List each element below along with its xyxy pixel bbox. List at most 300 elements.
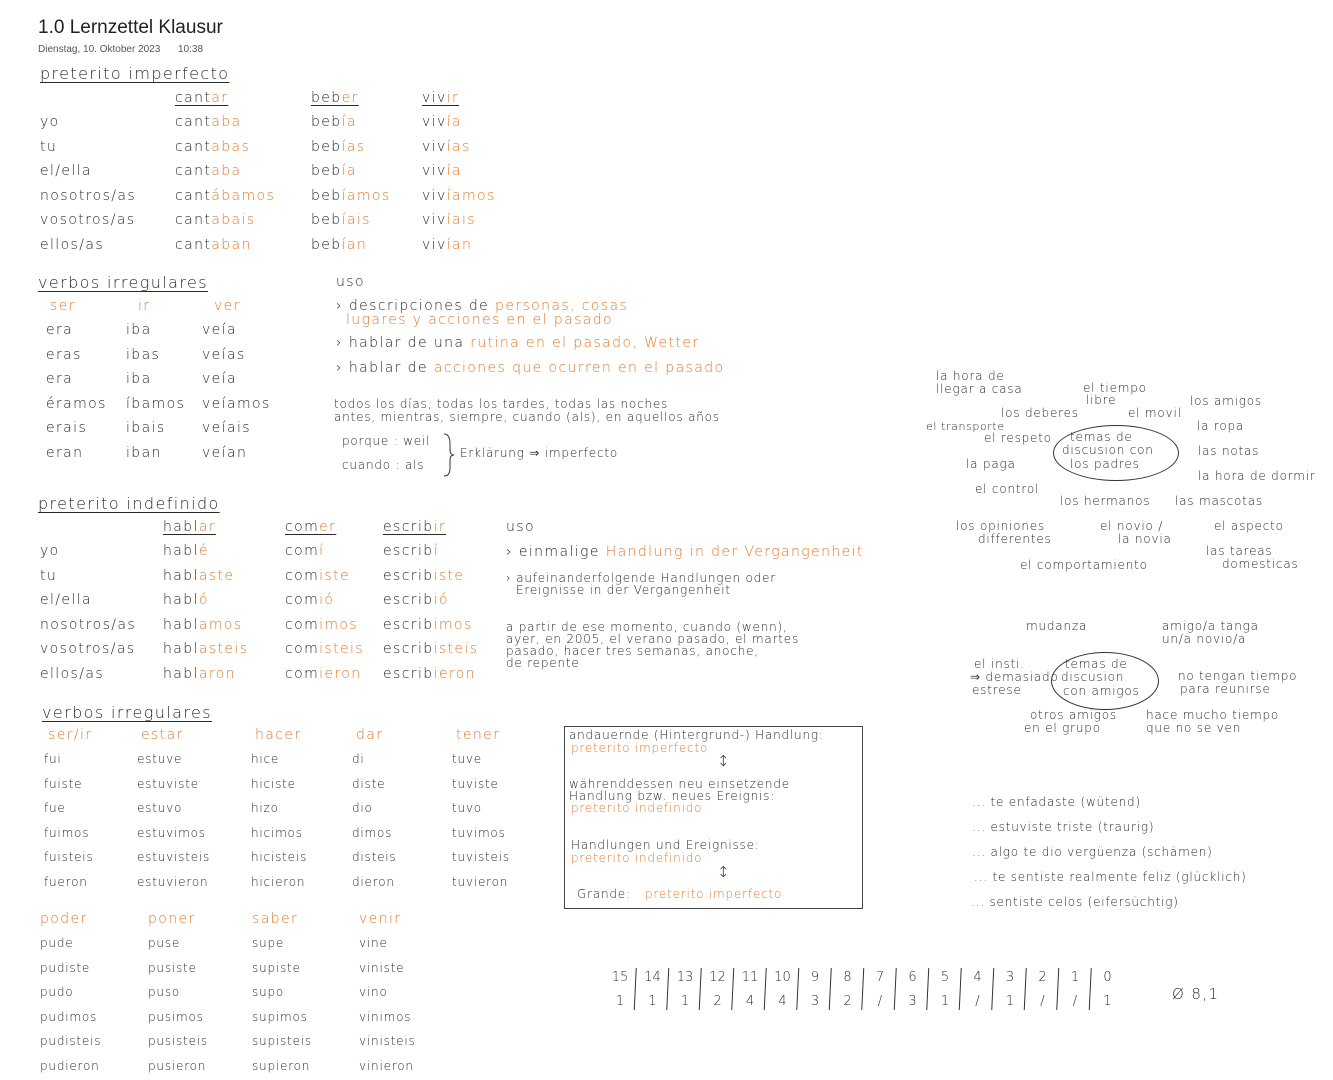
box-l1: andauernde (Hintergrund-) Handlung: [569, 728, 824, 742]
ind-form-ending: imos [433, 616, 473, 633]
ind-form-ending: ieron [433, 665, 476, 682]
ind-form-ending: ieron [319, 665, 362, 682]
imp-col-header-stem: viv [422, 90, 447, 106]
mindmap1-item: los deberes [1001, 406, 1079, 420]
ind-form-stem: com [285, 641, 320, 657]
mindmap1-item: el respeto [984, 431, 1052, 445]
imp-form [175, 163, 242, 179]
ind-irreg2-form: vino [359, 985, 388, 999]
ind-col-header-ending: er [319, 519, 337, 535]
grade-label: 9 [810, 970, 820, 985]
grade-count: / [975, 994, 980, 1009]
ind-uso-heading: uso [506, 519, 535, 535]
imp-irreg-form: eras [46, 346, 82, 363]
ind-irreg-form: hiciste [251, 776, 296, 791]
ind-irreg-form: hicieron [251, 874, 306, 889]
grade-divider [1089, 968, 1091, 1010]
ind-form-stem: escrib [383, 567, 434, 584]
imp-irreg-form: ibais [126, 420, 166, 436]
ind-form-stem: escrib [383, 543, 434, 559]
grade-average: Ø 8,1 [1172, 985, 1220, 1003]
mindmap1-item: el novio / [1100, 519, 1164, 533]
ind-irreg2-form: vine [359, 936, 388, 950]
ind-irreg2-col: poder [40, 911, 88, 927]
imp-irreg-form: iba [126, 322, 152, 338]
ind-person: vosotros/as [40, 641, 136, 657]
ind-uso-signal3: pasado, hacer tres semanas, anoche, [506, 644, 759, 658]
ind-col-header-stem: com [285, 519, 320, 535]
ind-form-ending: ió [433, 592, 449, 608]
imp-uso-b3b: acciones que ocurren en el pasado [433, 360, 725, 376]
ind-form-ending: isteis [319, 641, 364, 657]
imp-form-ending: aban [211, 236, 252, 253]
grade-count: / [877, 994, 883, 1009]
ind-form [163, 568, 234, 584]
ind-col-header [285, 519, 336, 535]
feeling-de: (eifersüchtig) [1083, 895, 1179, 909]
imp-form [422, 212, 476, 228]
imp-form-ending: aba [211, 163, 242, 179]
imp-form-ending: ía [341, 163, 357, 179]
ind-form [163, 543, 209, 559]
ind-form [163, 641, 248, 657]
box-l2: preterito imperfecto [571, 741, 709, 755]
grade-divider [667, 968, 669, 1010]
imp-person: vosotros/as [40, 212, 136, 228]
mindmap1-item: libre [1086, 393, 1117, 407]
imp-form [311, 114, 357, 130]
mindmap1-item: llegar a casa [936, 382, 1023, 396]
imp-uso-cuando: cuando : als [342, 458, 425, 472]
mindmap1-item: el control [975, 482, 1040, 496]
ind-irreg-form: dimos [352, 825, 393, 840]
ind-irreg-form: fue [44, 801, 66, 815]
ind-form-stem: com [285, 567, 320, 584]
ind-form-ending: aron [198, 665, 236, 682]
imp-form-ending: ías [341, 138, 366, 155]
ind-form-ending: amos [198, 616, 243, 633]
ind-form-stem: escrib [383, 592, 434, 608]
imp-form-stem: viv [422, 236, 447, 253]
mindmap1-item: los hermanos [1060, 494, 1151, 508]
imp-form-ending: ía [446, 114, 462, 130]
mindmap1-center: temas de [1070, 430, 1133, 444]
ind-form-ending: aste [198, 567, 235, 584]
ind-form-stem: habl [163, 665, 199, 682]
ind-form-ending: ió [319, 592, 335, 608]
imp-form-stem: beb [311, 187, 342, 204]
mindmap2-item: mudanza [1026, 619, 1088, 633]
ind-irreg2-form: pusiste [148, 960, 197, 975]
ind-form [285, 641, 364, 657]
ind-irreg2-form: supo [252, 985, 285, 999]
box-l7: preterito indefinido [571, 851, 703, 865]
mindmap2-item: que no se ven [1146, 721, 1242, 735]
mindmap2-item: para reunirse [1180, 682, 1271, 696]
imp-form-ending: ía [341, 114, 357, 130]
mindmap2-item: un/a novio/a [1162, 632, 1247, 646]
ind-irreg-form: estuve [137, 752, 183, 766]
grade-count: 3 [810, 994, 820, 1009]
imp-uso-signal2: antes, mientras, siempre, cuando (als), en aquellos años [334, 410, 720, 424]
imp-form-stem: viv [422, 138, 447, 155]
grade-count: 1 [615, 994, 625, 1009]
ind-irreg-col: ser/ir [48, 727, 93, 743]
feeling-es: ... sentiste celos [971, 895, 1083, 909]
feeling-item [974, 870, 1247, 884]
ind-irreg-form: estuvisteis [137, 850, 211, 864]
mindmap1-item: el tiempo [1083, 381, 1147, 395]
grade-count: 4 [745, 994, 755, 1009]
ind-form [163, 617, 243, 633]
grade-count: / [1040, 994, 1045, 1009]
box-l4: Handlung bzw. neues Ereignis: [569, 789, 776, 803]
ind-irreg2-form: pude [40, 936, 74, 950]
ind-form [383, 543, 439, 559]
ind-irreg2-form: pudieron [40, 1058, 100, 1073]
ind-form-stem: com [285, 592, 320, 608]
ind-form [383, 641, 478, 657]
imp-irreg-form: eran [46, 444, 84, 461]
ind-irreg2-form: viniste [359, 960, 405, 975]
grade-divider [959, 968, 961, 1010]
mindmap2-item: hace mucho tiempo [1146, 708, 1280, 722]
mindmap1-item: las tareas [1206, 544, 1273, 558]
mindmap2-item: estrese [972, 683, 1022, 697]
feeling-de: (wütend) [1075, 795, 1141, 809]
ind-irreg-col: tener [456, 727, 501, 743]
imp-irreg-heading: verbos irregulares [38, 273, 208, 292]
ind-irreg2-form: supe [252, 936, 285, 950]
grade-divider [894, 968, 896, 1010]
imp-irreg-form: éramos [46, 395, 107, 412]
imp-irreg-form: veía [202, 371, 237, 387]
ind-irreg-form: di [352, 752, 365, 766]
grade-divider [992, 968, 994, 1010]
brace-icon [442, 432, 456, 478]
imp-form [175, 188, 275, 204]
page-title: 1.0 Lernzettel Klausur [38, 17, 223, 38]
ind-col-header [163, 519, 216, 535]
imp-irreg-col: ver [214, 298, 241, 314]
ind-uso-b2a: aufeinanderfolgende Handlungen oder [516, 571, 776, 585]
ind-irreg-form: estuviste [137, 776, 199, 791]
mindmap1-item: differentes [978, 532, 1052, 546]
imp-form-ending: íais [446, 212, 476, 228]
feeling-es: ... te sentiste realmente feliz [974, 870, 1172, 884]
ind-form [383, 568, 464, 584]
grade-label: 15 [611, 970, 629, 985]
feeling-item [971, 895, 1179, 909]
ind-irreg2-form: pudiste [40, 960, 91, 975]
mindmap1-item: domesticas [1222, 557, 1299, 571]
ind-irreg-col: dar [356, 727, 384, 743]
imp-form-stem: cant [175, 187, 212, 204]
feeling-es: ... estuviste triste [972, 820, 1094, 834]
ind-irreg-form: tuvisteis [452, 850, 510, 864]
ind-irreg-form: hizo [251, 801, 279, 815]
grade-count: 1 [680, 994, 690, 1009]
imp-form-stem: beb [311, 163, 342, 179]
grade-label: 2 [1038, 970, 1047, 985]
ind-irreg-form: hicisteis [251, 850, 307, 864]
ind-col-header-ending: ir [433, 519, 446, 535]
ind-irreg2-col: venir [359, 911, 402, 927]
ind-uso-signal2: ayer, en 2005, el verano pasado, el martes [506, 632, 800, 646]
grade-label: 4 [973, 970, 982, 985]
mindmap1-item: el aspecto [1214, 519, 1284, 533]
imp-form-ending: abas [211, 138, 251, 155]
grade-label: 13 [676, 970, 694, 985]
grade-label: 7 [875, 970, 885, 985]
feeling-es: ... algo te dio vergüenza [972, 845, 1137, 859]
mindmap1-item: el comportamiento [1020, 558, 1148, 572]
imp-form [422, 237, 472, 253]
ind-form-stem: habl [163, 616, 199, 633]
imp-col-header-ending: er [341, 90, 359, 106]
imp-person: tu [40, 138, 58, 155]
ind-person: tu [40, 567, 58, 584]
imp-form [175, 212, 255, 228]
ind-irreg2-form: supimos [252, 1009, 308, 1024]
imp-irreg-form: ibas [126, 346, 161, 363]
ind-form-stem: habl [163, 641, 199, 657]
mindmap1-item: la hora de dormir [1198, 469, 1316, 483]
imp-irreg-form: veían [202, 444, 248, 461]
grade-count: / [1072, 994, 1078, 1009]
imp-form [311, 237, 367, 253]
ind-form-stem: escrib [383, 641, 434, 657]
mindmap2-center: con amigos [1063, 684, 1140, 698]
ind-uso-b2b: Ereignisse in der Vergangenheit [516, 583, 731, 597]
imp-form-stem: viv [422, 163, 447, 179]
ind-col-header-stem: escrib [383, 519, 434, 535]
imp-form-stem: viv [422, 212, 447, 228]
feeling-item [972, 820, 1154, 834]
imp-uso-porque: porque : weil [342, 434, 431, 448]
mindmap1-item: los opiniones [956, 519, 1045, 533]
imp-person: yo [40, 114, 60, 130]
grade-label: 6 [908, 970, 917, 985]
imp-irreg-form: veía [202, 322, 237, 338]
ind-form [285, 543, 324, 559]
ind-form [383, 592, 449, 608]
ind-person: ellos/as [40, 665, 105, 682]
ind-form-ending: iste [319, 567, 350, 584]
imp-form-ending: ábamos [211, 187, 276, 204]
imp-irreg-form: veíais [202, 420, 251, 436]
box-l5: preterito indefinido [571, 801, 703, 815]
ind-irreg2-form: supiste [252, 960, 301, 975]
ind-irreg2-form: puse [148, 936, 181, 950]
ind-uso-bullet1: › einmalige Handlung in der Vergangenheit [506, 544, 864, 560]
ind-col-header [383, 519, 446, 535]
grade-distribution [600, 964, 1140, 1014]
ind-form [383, 666, 476, 682]
ind-irreg2-form: supisteis [252, 1034, 312, 1048]
ind-irreg2-form: pudo [40, 985, 74, 999]
ind-irreg2-col: saber [252, 911, 299, 927]
grade-divider [862, 968, 864, 1010]
page-time: 10:38 [178, 44, 204, 55]
imp-uso-b2a: hablar de una [348, 335, 465, 351]
arrow-updown-icon: ↕ [717, 752, 731, 770]
mindmap1-item: las notas [1198, 444, 1260, 458]
imp-irreg-col: ser [50, 298, 76, 314]
imp-col-header [422, 90, 459, 106]
ind-irreg2-form: vinieron [359, 1058, 414, 1073]
indefinido-heading: preterito indefinido [38, 494, 220, 513]
mindmap2-item: otros amigos [1030, 708, 1117, 722]
imp-form-stem: beb [311, 138, 342, 155]
mindmap1-item: la hora de [936, 369, 1005, 383]
imp-form [422, 163, 462, 179]
imp-irreg-form: íbamos [126, 395, 186, 412]
ind-irreg-form: estuvimos [137, 825, 206, 840]
mindmap1-item: la ropa [1197, 419, 1245, 433]
imp-irreg-form: erais [46, 420, 88, 436]
ind-form [383, 617, 473, 633]
ind-irreg2-form: pusieron [148, 1058, 207, 1073]
ind-form-stem: habl [163, 567, 199, 584]
ind-irreg-form: tuvieron [452, 874, 509, 889]
feeling-de: (glücklich) [1171, 870, 1247, 884]
mindmap2-item: en el grupo [1024, 721, 1101, 735]
ind-irreg2-form: pudimos [40, 1009, 98, 1024]
ind-irreg2-form: pudisteis [40, 1034, 102, 1048]
ind-form [285, 666, 362, 682]
ind-irreg-form: estuvieron [137, 874, 209, 889]
ind-form-stem: escrib [383, 665, 434, 682]
imp-col-header [311, 90, 359, 106]
imp-col-header-stem: cant [175, 90, 212, 106]
grade-count: 1 [648, 994, 657, 1009]
ind-form-stem: com [285, 665, 320, 682]
imp-form-stem: beb [311, 212, 342, 228]
imp-uso-heading: uso [336, 274, 365, 290]
box-l8: Grande: [577, 887, 631, 901]
mindmap1-item: el movil [1128, 406, 1182, 420]
imp-form-stem: cant [175, 114, 212, 130]
imp-form-stem: cant [175, 163, 212, 179]
imp-irreg-form: era [46, 322, 74, 338]
ind-form-ending: asteis [198, 641, 249, 657]
imp-form-ending: íais [341, 212, 371, 228]
imp-form-stem: viv [422, 114, 447, 130]
ind-uso-signal4: de repente [506, 656, 580, 670]
imp-form [175, 139, 250, 155]
grade-divider [1057, 968, 1059, 1010]
mindmap1-center: los padres [1070, 457, 1140, 471]
grade-label: 10 [774, 970, 791, 985]
ind-irreg-form: estuvo [137, 801, 183, 815]
ind-form-ending: í [319, 543, 325, 559]
ind-irreg-form: fuisteis [44, 850, 94, 864]
feeling-item [972, 795, 1141, 809]
ind-form-ending: isteis [433, 641, 479, 657]
imp-irreg-form: veías [202, 346, 246, 363]
ind-irreg-form: diste [352, 776, 386, 791]
imp-form [422, 139, 471, 155]
mindmap2-center: temas de [1065, 657, 1128, 671]
ind-form-ending: iste [433, 567, 465, 584]
ind-irreg-form: tuviste [452, 776, 499, 791]
imp-form [311, 139, 366, 155]
page-date: Dienstag, 10. Oktober 2023 [38, 44, 161, 55]
imp-uso-bullet2: › hablar de una rutina en el pasado, Wetter [336, 335, 700, 351]
mindmap1-item: la paga [966, 457, 1016, 471]
grade-divider [699, 968, 701, 1010]
imp-form-ending: abais [211, 212, 256, 228]
grade-count: 3 [908, 994, 917, 1009]
ind-irreg-form: fuiste [44, 776, 83, 791]
grade-divider [634, 968, 636, 1010]
ind-irreg-form: fuimos [44, 825, 90, 840]
ind-form-stem: habl [163, 592, 199, 608]
ind-person: el/ella [40, 592, 92, 608]
grade-divider [927, 968, 929, 1010]
imp-person: el/ella [40, 163, 92, 179]
imp-col-header [175, 90, 228, 106]
grade-label: 12 [709, 970, 726, 985]
arrow-updown-icon: ↕ [717, 863, 731, 881]
ind-form-stem: habl [163, 543, 199, 559]
box-l9: preterito imperfecto [645, 887, 783, 901]
imp-irreg-form: iban [126, 444, 162, 461]
ind-person: nosotros/as [40, 616, 137, 633]
ind-person: yo [40, 543, 60, 559]
ind-irreg2-form: pusimos [148, 1009, 204, 1024]
grade-label: 0 [1103, 970, 1112, 985]
ind-form-ending: imos [319, 616, 359, 633]
imp-form-ending: ías [446, 138, 471, 155]
ind-form-ending: í [433, 543, 439, 559]
ind-irreg-form: dio [352, 801, 373, 815]
ind-irreg2-form: pusisteis [148, 1034, 208, 1048]
ind-form-ending: ó [198, 592, 209, 608]
imp-uso-b1c: lugares y acciones en el pasado [346, 312, 614, 328]
ind-irreg-form: tuvimos [452, 825, 506, 840]
ind-irreg2-form: supieron [252, 1058, 311, 1073]
grade-label: 8 [843, 970, 852, 985]
ind-form [163, 592, 209, 608]
mindmap1-item: los amigos [1190, 394, 1262, 408]
imp-uso-signal1: todos los días, todas los tardes, todas las noches [334, 397, 669, 411]
feeling-de: (traurig) [1093, 820, 1155, 834]
imp-form-stem: viv [422, 187, 447, 204]
ind-form-stem: com [285, 543, 320, 559]
ind-irreg-form: disteis [352, 850, 397, 864]
mindmap1-side: el transporte [926, 420, 1005, 433]
feeling-es: ... te enfadaste [972, 795, 1076, 809]
imp-col-header-ending: ir [446, 90, 460, 106]
imp-form [175, 237, 252, 253]
imp-form-ending: ían [341, 236, 368, 253]
imp-form-ending: ían [446, 236, 473, 253]
grade-label: 3 [1005, 970, 1015, 985]
imp-uso-erklaerung: Erklärung ⇒ imperfecto [460, 446, 618, 460]
mindmap1-item: la novia [1118, 532, 1172, 546]
ind-col-header-stem: habl [163, 519, 199, 535]
ind-irreg2-form: puso [148, 985, 181, 999]
grade-divider [829, 968, 831, 1010]
grade-label: 14 [644, 970, 661, 985]
imp-form [311, 188, 391, 204]
imp-form-stem: cant [175, 236, 212, 253]
imp-uso-b2b: rutina en el pasado, Wetter [470, 335, 700, 351]
mindmap2-item: ⇒ demasiado [970, 670, 1059, 684]
grade-count: 2 [843, 994, 852, 1009]
